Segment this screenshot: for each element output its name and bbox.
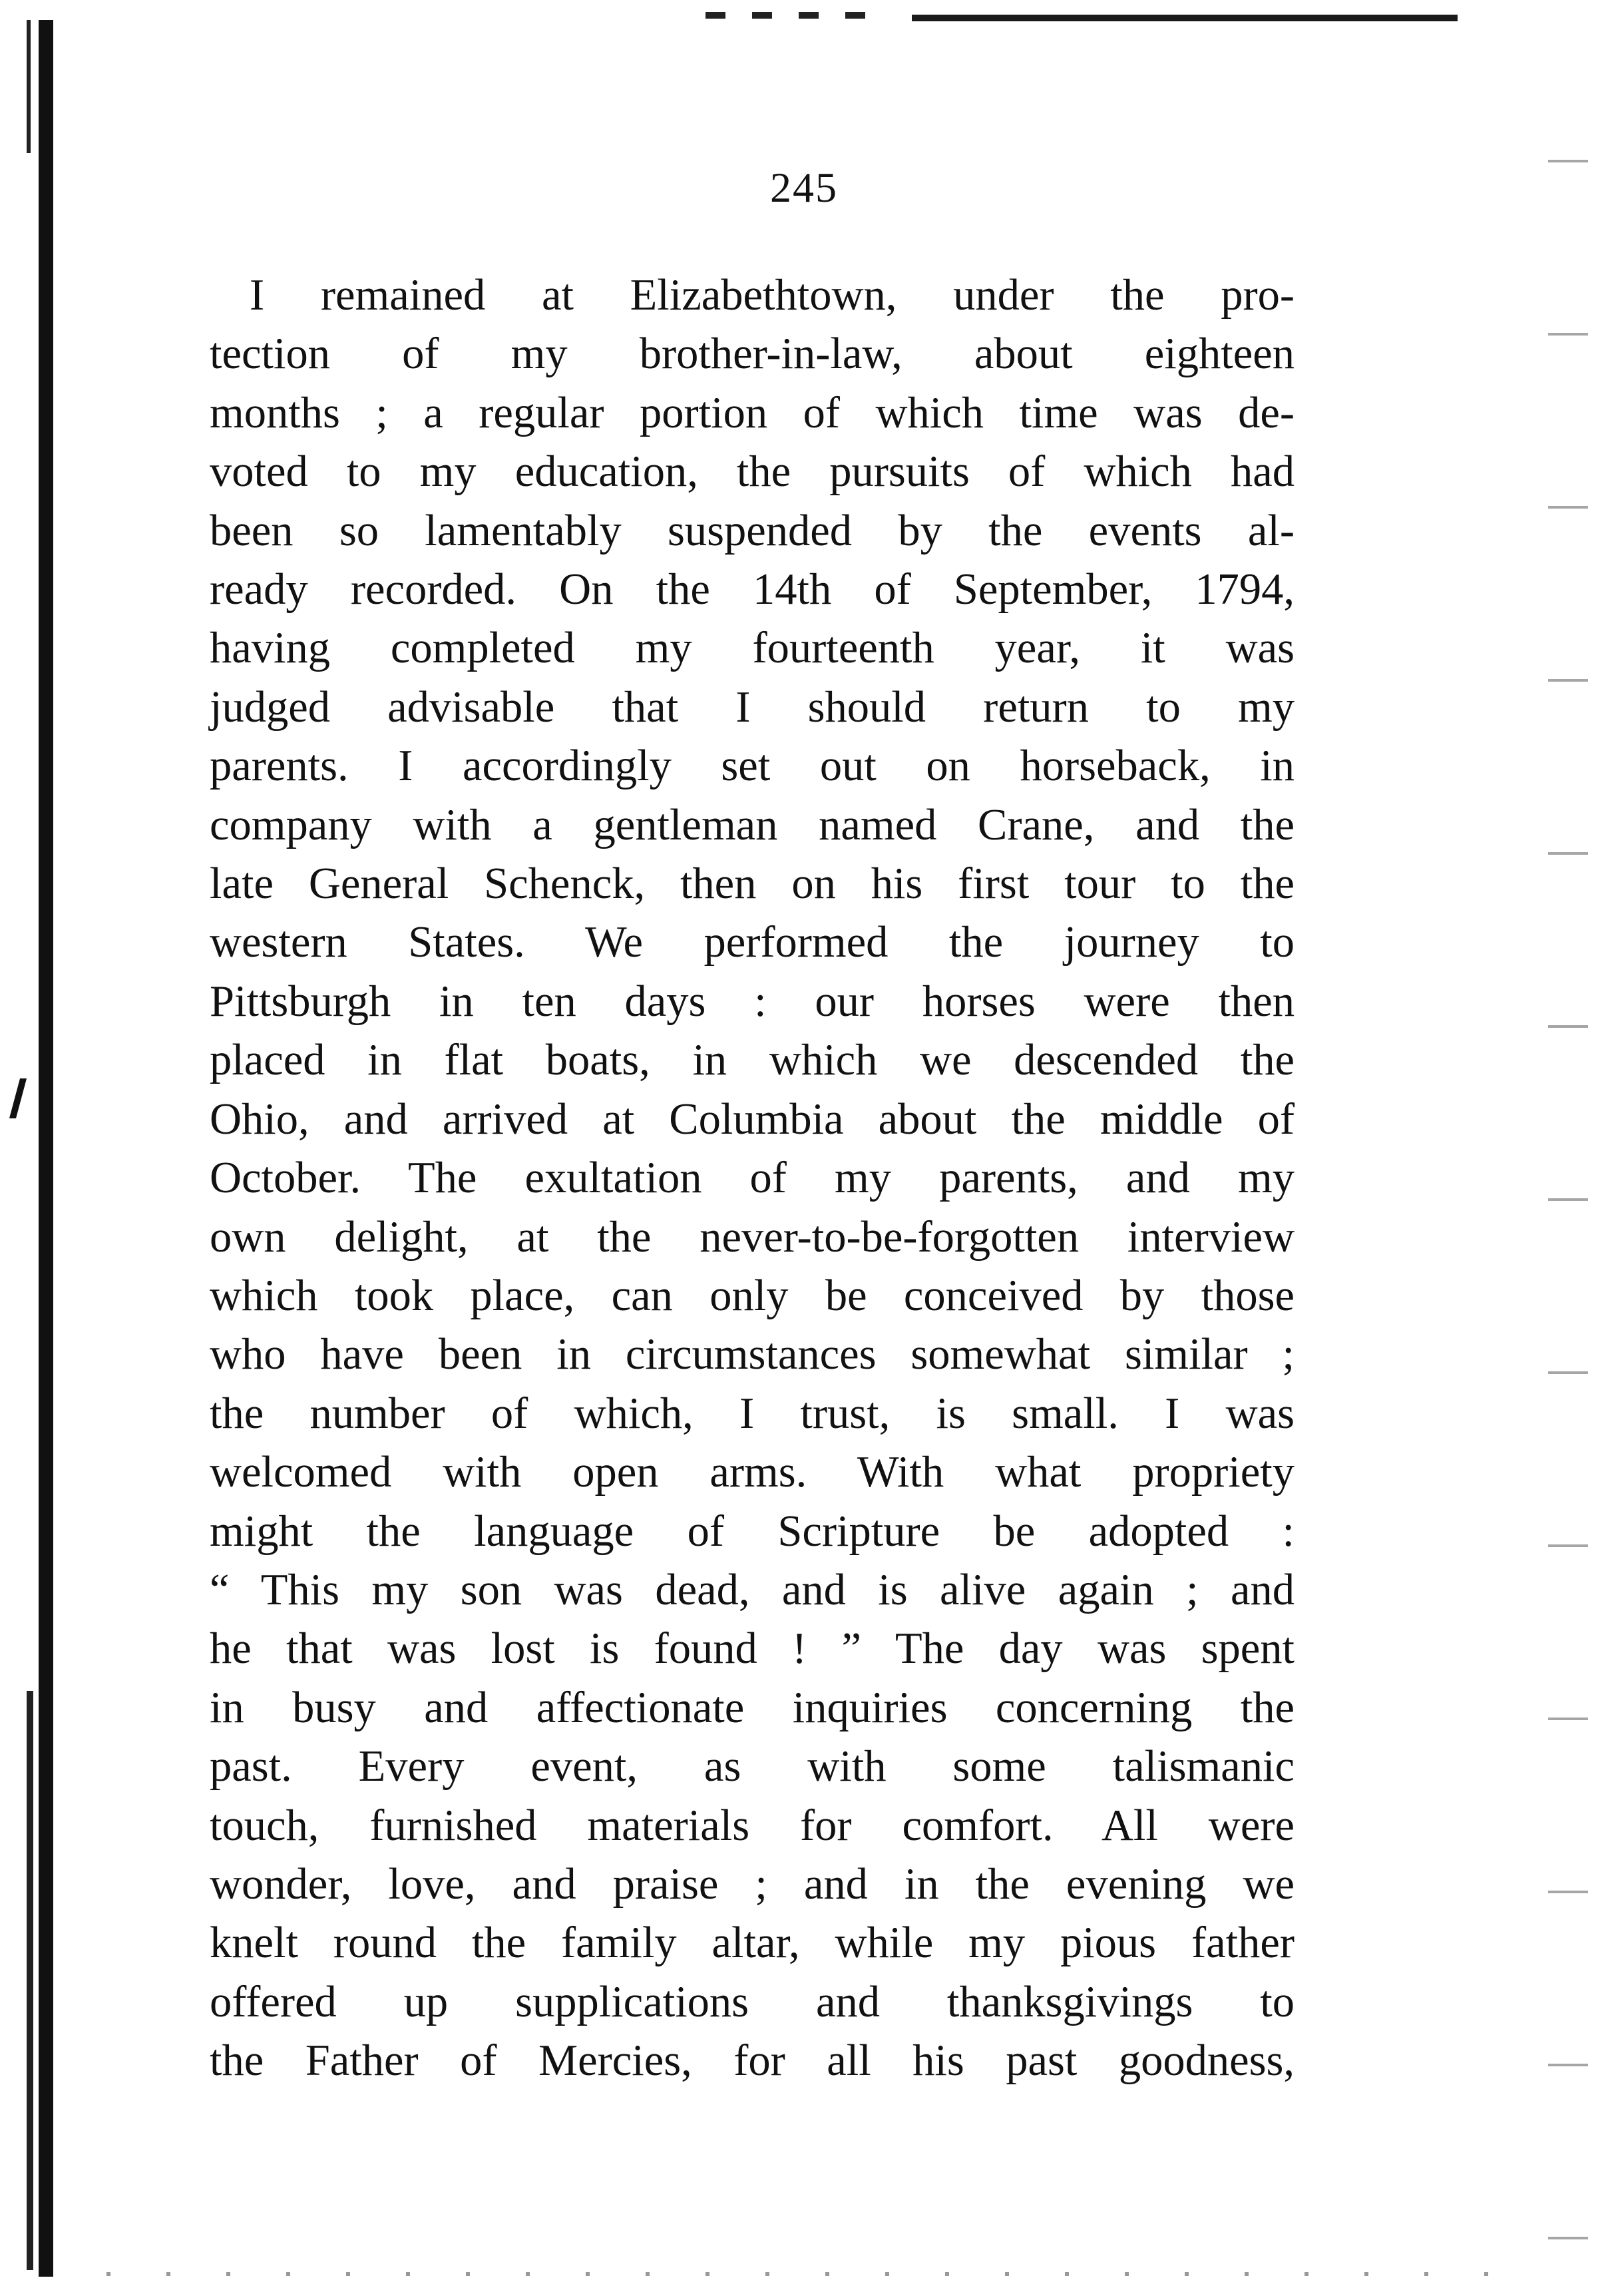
text-line: wonder, love, and praise ; and in the evening we [210,1859,1295,1909]
text-line: “ This my son was dead, and is alive again ; and [210,1565,1295,1614]
book-binding-edge-thin [27,20,31,153]
text-line: might the language of Scripture be adopted : [210,1506,1295,1556]
text-line: October. The exultation of my parents, and my [210,1154,1295,1203]
text-line: late General Schenck, then on his first tour to the [210,859,1295,909]
text-line: voted to my education, the pursuits of which had [210,447,1295,497]
text-line: tection of my brother-in-law, about eighteen [210,330,1295,379]
text-line: company with a gentleman named Crane, and the [210,800,1295,849]
margin-ink-mark [9,1078,27,1118]
text-line: the number of which, I trust, is small. I was [210,1389,1295,1438]
text-line: touch, furnished materials for comfort. All were [210,1801,1295,1850]
book-binding-edge-thin [27,1691,33,2270]
text-line: welcomed with open arms. With what propriety [210,1448,1295,1497]
text-line: parents. I accordingly set out on horseback, in [210,742,1295,791]
text-line: placed in flat boats, in which we descended the [210,1036,1295,1085]
book-binding-edge [39,20,53,2277]
text-line: he that was lost is found ! ” The day was spent [210,1624,1295,1674]
text-line: western States. We performed the journey to [210,918,1295,967]
text-line: the Father of Mercies, for all his past goodness, [210,2036,1295,2086]
text-line: Pittsburgh in ten days : our horses were then [210,977,1295,1026]
text-line: judged advisable that I should return to my [210,682,1295,732]
text-line: months ; a regular portion of which time was de- [210,388,1295,437]
page-number: 245 [770,164,838,211]
text-line: own delight, at the never-to-be-forgotten interview [210,1212,1295,1262]
text-line: past. Every event, as with some talismanic [210,1742,1295,1791]
page-bottom-edge-specks [106,2272,1504,2276]
page-top-edge-marks [705,12,879,19]
page-top-edge [912,15,1458,21]
text-line: been so lamentably suspended by the events al- [210,506,1295,555]
text-line: knelt round the family altar, while my pious father [210,1919,1295,1968]
text-line: who have been in circumstances somewhat similar ; [210,1330,1295,1379]
text-line: ready recorded. On the 14th of September, 1794, [210,565,1295,614]
text-line: I remained at Elizabethtown, under the pro- [250,271,1295,320]
body-text [210,266,1295,2091]
text-line: offered up supplications and thanksgivings to [210,1977,1295,2026]
text-line: in busy and affectionate inquiries concerning the [210,1683,1295,1732]
text-line: having completed my fourteenth year, it was [210,624,1295,673]
text-line: Ohio, and arrived at Columbia about the middle of [210,1094,1295,1144]
text-line: which took place, can only be conceived by those [210,1271,1295,1320]
page-right-edge-specks [1548,80,1588,2243]
